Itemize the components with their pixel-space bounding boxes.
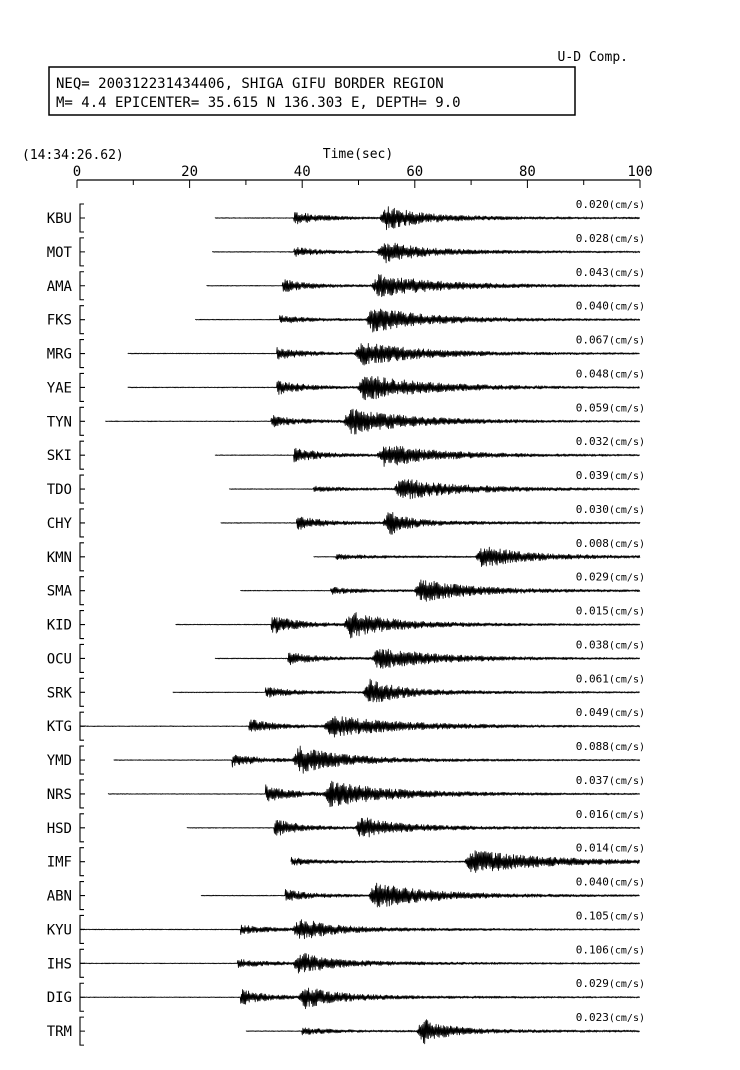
- waveform-trace: [187, 818, 640, 837]
- station-label: FKS: [46, 312, 72, 329]
- amplitude-unit: (cm/s): [608, 200, 645, 211]
- station-row: [47, 435, 645, 469]
- amplitude-unit: (cm/s): [608, 504, 645, 516]
- trace-bracket: [80, 814, 85, 842]
- trace-bracket: [80, 848, 85, 876]
- amplitude-unit: (cm/s): [608, 911, 645, 923]
- station-label: SKI: [46, 448, 72, 465]
- amplitude-value: 0.029: [575, 570, 609, 584]
- amplitude-label: [576, 198, 645, 211]
- station-row: [47, 300, 645, 334]
- amplitude-value: 0.015: [575, 604, 609, 618]
- station-label: CHY: [46, 515, 72, 532]
- amplitude-label: [576, 706, 645, 719]
- x-tick-label: 60: [406, 164, 424, 180]
- trace-bracket: [80, 780, 85, 808]
- amplitude-label: [576, 943, 645, 956]
- trace-bracket: [80, 441, 85, 469]
- x-tick-label: 80: [518, 164, 536, 180]
- station-label: KYU: [46, 922, 72, 939]
- amplitude-unit: (cm/s): [608, 640, 645, 652]
- x-tick-label: 100: [627, 164, 653, 180]
- x-tick-label: 40: [293, 164, 311, 180]
- amplitude-unit: (cm/s): [608, 403, 645, 415]
- station-row: [47, 876, 645, 910]
- station-label: SRK: [46, 685, 72, 702]
- x-axis-title: Time(sec): [322, 147, 394, 162]
- station-label: HSD: [46, 820, 72, 837]
- amplitude-label: [576, 605, 645, 618]
- amplitude-unit: (cm/s): [608, 335, 645, 347]
- amplitude-label: [576, 1011, 645, 1024]
- station-label: YAE: [46, 380, 72, 397]
- station-label: KMN: [46, 549, 72, 566]
- station-label: DIG: [46, 990, 72, 1007]
- station-row: [47, 706, 645, 740]
- x-tick-label: 20: [181, 164, 199, 180]
- amplitude-value: 0.032: [575, 435, 609, 449]
- amplitude-value: 0.038: [575, 638, 609, 652]
- amplitude-value: 0.028: [575, 231, 609, 245]
- station-row: [47, 537, 645, 571]
- amplitude-label: [576, 977, 645, 990]
- component-label: U-D Comp.: [557, 50, 628, 65]
- station-row: [47, 232, 645, 266]
- trace-bracket: [80, 238, 85, 266]
- amplitude-unit: (cm/s): [608, 708, 645, 720]
- amplitude-label: [576, 232, 645, 245]
- amplitude-unit: (cm/s): [608, 233, 645, 245]
- amplitude-unit: (cm/s): [608, 471, 645, 483]
- amplitude-unit: (cm/s): [608, 267, 645, 279]
- trace-bracket: [80, 272, 85, 300]
- station-row: [47, 977, 645, 1011]
- amplitude-value: 0.061: [575, 672, 609, 686]
- amplitude-unit: (cm/s): [608, 437, 645, 449]
- amplitude-label: [576, 401, 645, 414]
- station-label: IMF: [46, 854, 72, 871]
- waveform-trace: [207, 275, 640, 297]
- waveform-trace: [195, 309, 640, 332]
- amplitude-label: [576, 537, 645, 550]
- amplitude-label: [576, 469, 645, 482]
- station-label: IHS: [46, 956, 72, 973]
- waveform-trace: [173, 679, 640, 702]
- station-label: AMA: [46, 278, 72, 295]
- station-row: [47, 266, 645, 300]
- station-row: [47, 909, 645, 943]
- trace-bracket: [80, 611, 85, 639]
- amplitude-unit: (cm/s): [608, 606, 645, 618]
- waveform-trace: [114, 746, 640, 773]
- origin-time-label: (14:34:26.62): [22, 148, 124, 163]
- station-label: KBU: [46, 211, 72, 227]
- station-row: [47, 571, 645, 605]
- trace-bracket: [80, 407, 85, 435]
- x-axis: [73, 164, 653, 188]
- amplitude-unit: (cm/s): [608, 572, 645, 584]
- station-row: [47, 334, 645, 368]
- waveform-trace: [229, 480, 639, 499]
- amplitude-label: [576, 672, 645, 685]
- waveform-trace: [176, 613, 640, 639]
- trace-bracket: [80, 644, 85, 672]
- amplitude-value: 0.106: [575, 943, 609, 957]
- trace-bracket: [80, 306, 85, 334]
- amplitude-value: 0.040: [575, 875, 609, 889]
- waveform-trace: [80, 920, 640, 939]
- amplitude-unit: (cm/s): [608, 538, 645, 550]
- amplitude-label: [576, 435, 645, 448]
- station-row: [47, 605, 645, 639]
- amplitude-label: [576, 876, 645, 889]
- waveform-trace: [80, 953, 640, 973]
- trace-bracket: [80, 543, 85, 571]
- station-traces: [47, 198, 645, 1045]
- station-row: [47, 503, 645, 537]
- waveform-trace: [80, 988, 640, 1009]
- waveform-trace: [108, 781, 640, 807]
- station-label: MOT: [46, 244, 72, 261]
- amplitude-label: [576, 334, 645, 347]
- amplitude-unit: (cm/s): [608, 945, 645, 957]
- station-label: MRG: [46, 346, 72, 363]
- amplitude-label: [576, 367, 645, 380]
- amplitude-value: 0.105: [575, 909, 609, 923]
- amplitude-value: 0.043: [575, 265, 609, 279]
- amplitude-label: [576, 909, 645, 922]
- amplitude-unit: (cm/s): [608, 369, 645, 381]
- trace-bracket: [80, 678, 85, 706]
- amplitude-value: 0.023: [575, 1011, 609, 1025]
- station-row: [47, 401, 645, 435]
- waveform-trace: [128, 343, 640, 365]
- amplitude-unit: (cm/s): [608, 843, 645, 855]
- station-label: YMD: [46, 753, 72, 770]
- station-row: [47, 469, 645, 503]
- x-tick-label: 0: [72, 164, 82, 180]
- amplitude-label: [576, 571, 645, 584]
- waveform-trace: [105, 409, 640, 434]
- station-row: [47, 774, 645, 808]
- station-label: TYN: [46, 414, 72, 431]
- amplitude-value: 0.049: [575, 706, 609, 720]
- amplitude-unit: (cm/s): [608, 809, 645, 821]
- trace-bracket: [80, 340, 85, 368]
- amplitude-value: 0.088: [575, 740, 609, 754]
- waveform-trace: [128, 376, 640, 399]
- station-row: [47, 198, 645, 232]
- waveform-trace: [80, 716, 640, 737]
- amplitude-value: 0.067: [575, 333, 609, 347]
- station-row: [47, 740, 645, 774]
- amplitude-label: [576, 808, 645, 821]
- station-row: [47, 638, 645, 672]
- station-label: OCU: [46, 651, 72, 668]
- amplitude-unit: (cm/s): [608, 1013, 645, 1025]
- station-label: TRM: [46, 1024, 72, 1041]
- amplitude-label: [576, 300, 645, 313]
- station-row: [47, 808, 645, 842]
- amplitude-label: [576, 774, 645, 787]
- waveform-trace: [215, 649, 640, 668]
- trace-bracket: [80, 1017, 85, 1045]
- amplitude-label: [576, 503, 645, 516]
- station-label: KID: [46, 617, 72, 634]
- amplitude-unit: (cm/s): [608, 301, 645, 313]
- amplitude-value: 0.030: [575, 502, 609, 516]
- amplitude-value: 0.040: [575, 299, 609, 313]
- amplitude-value: 0.020: [575, 198, 609, 211]
- trace-bracket: [80, 373, 85, 401]
- waveform-trace: [314, 547, 640, 566]
- amplitude-value: 0.039: [575, 469, 609, 483]
- amplitude-value: 0.048: [575, 367, 609, 381]
- station-row: [47, 1011, 645, 1045]
- station-row: [47, 943, 645, 977]
- station-label: NRS: [46, 786, 72, 803]
- amplitude-unit: (cm/s): [608, 742, 645, 754]
- trace-bracket: [80, 204, 85, 232]
- waveform-trace: [215, 446, 640, 466]
- amplitude-unit: (cm/s): [608, 674, 645, 686]
- station-label: ABN: [46, 888, 72, 905]
- header-line-2: M= 4.4 EPICENTER= 35.615 N 136.303 E, DEPTH= 9.0: [56, 95, 461, 111]
- trace-bracket: [80, 882, 85, 910]
- amplitude-value: 0.014: [575, 841, 609, 855]
- amplitude-unit: (cm/s): [608, 979, 645, 991]
- amplitude-label: [576, 740, 645, 753]
- station-row: [47, 367, 645, 401]
- waveform-trace: [212, 243, 640, 263]
- station-label: KTG: [46, 719, 72, 736]
- amplitude-unit: (cm/s): [608, 775, 645, 787]
- amplitude-value: 0.008: [575, 536, 609, 550]
- trace-bracket: [80, 746, 85, 774]
- waveform-trace: [201, 883, 640, 907]
- trace-bracket: [80, 577, 85, 605]
- trace-bracket: [80, 509, 85, 537]
- amplitude-value: 0.016: [575, 807, 609, 821]
- amplitude-label: [576, 266, 645, 279]
- station-label: TDO: [46, 482, 72, 499]
- amplitude-label: [576, 842, 645, 855]
- trace-bracket: [80, 475, 85, 503]
- station-row: [47, 672, 645, 706]
- amplitude-value: 0.029: [575, 977, 609, 991]
- amplitude-value: 0.037: [575, 773, 609, 787]
- station-row: [47, 842, 645, 876]
- header-line-1: NEQ= 200312231434406, SHIGA GIFU BORDER REGION: [56, 76, 444, 92]
- amplitude-value: 0.059: [575, 401, 609, 415]
- amplitude-unit: (cm/s): [608, 877, 645, 889]
- station-label: SMA: [46, 583, 72, 600]
- amplitude-label: [576, 638, 645, 651]
